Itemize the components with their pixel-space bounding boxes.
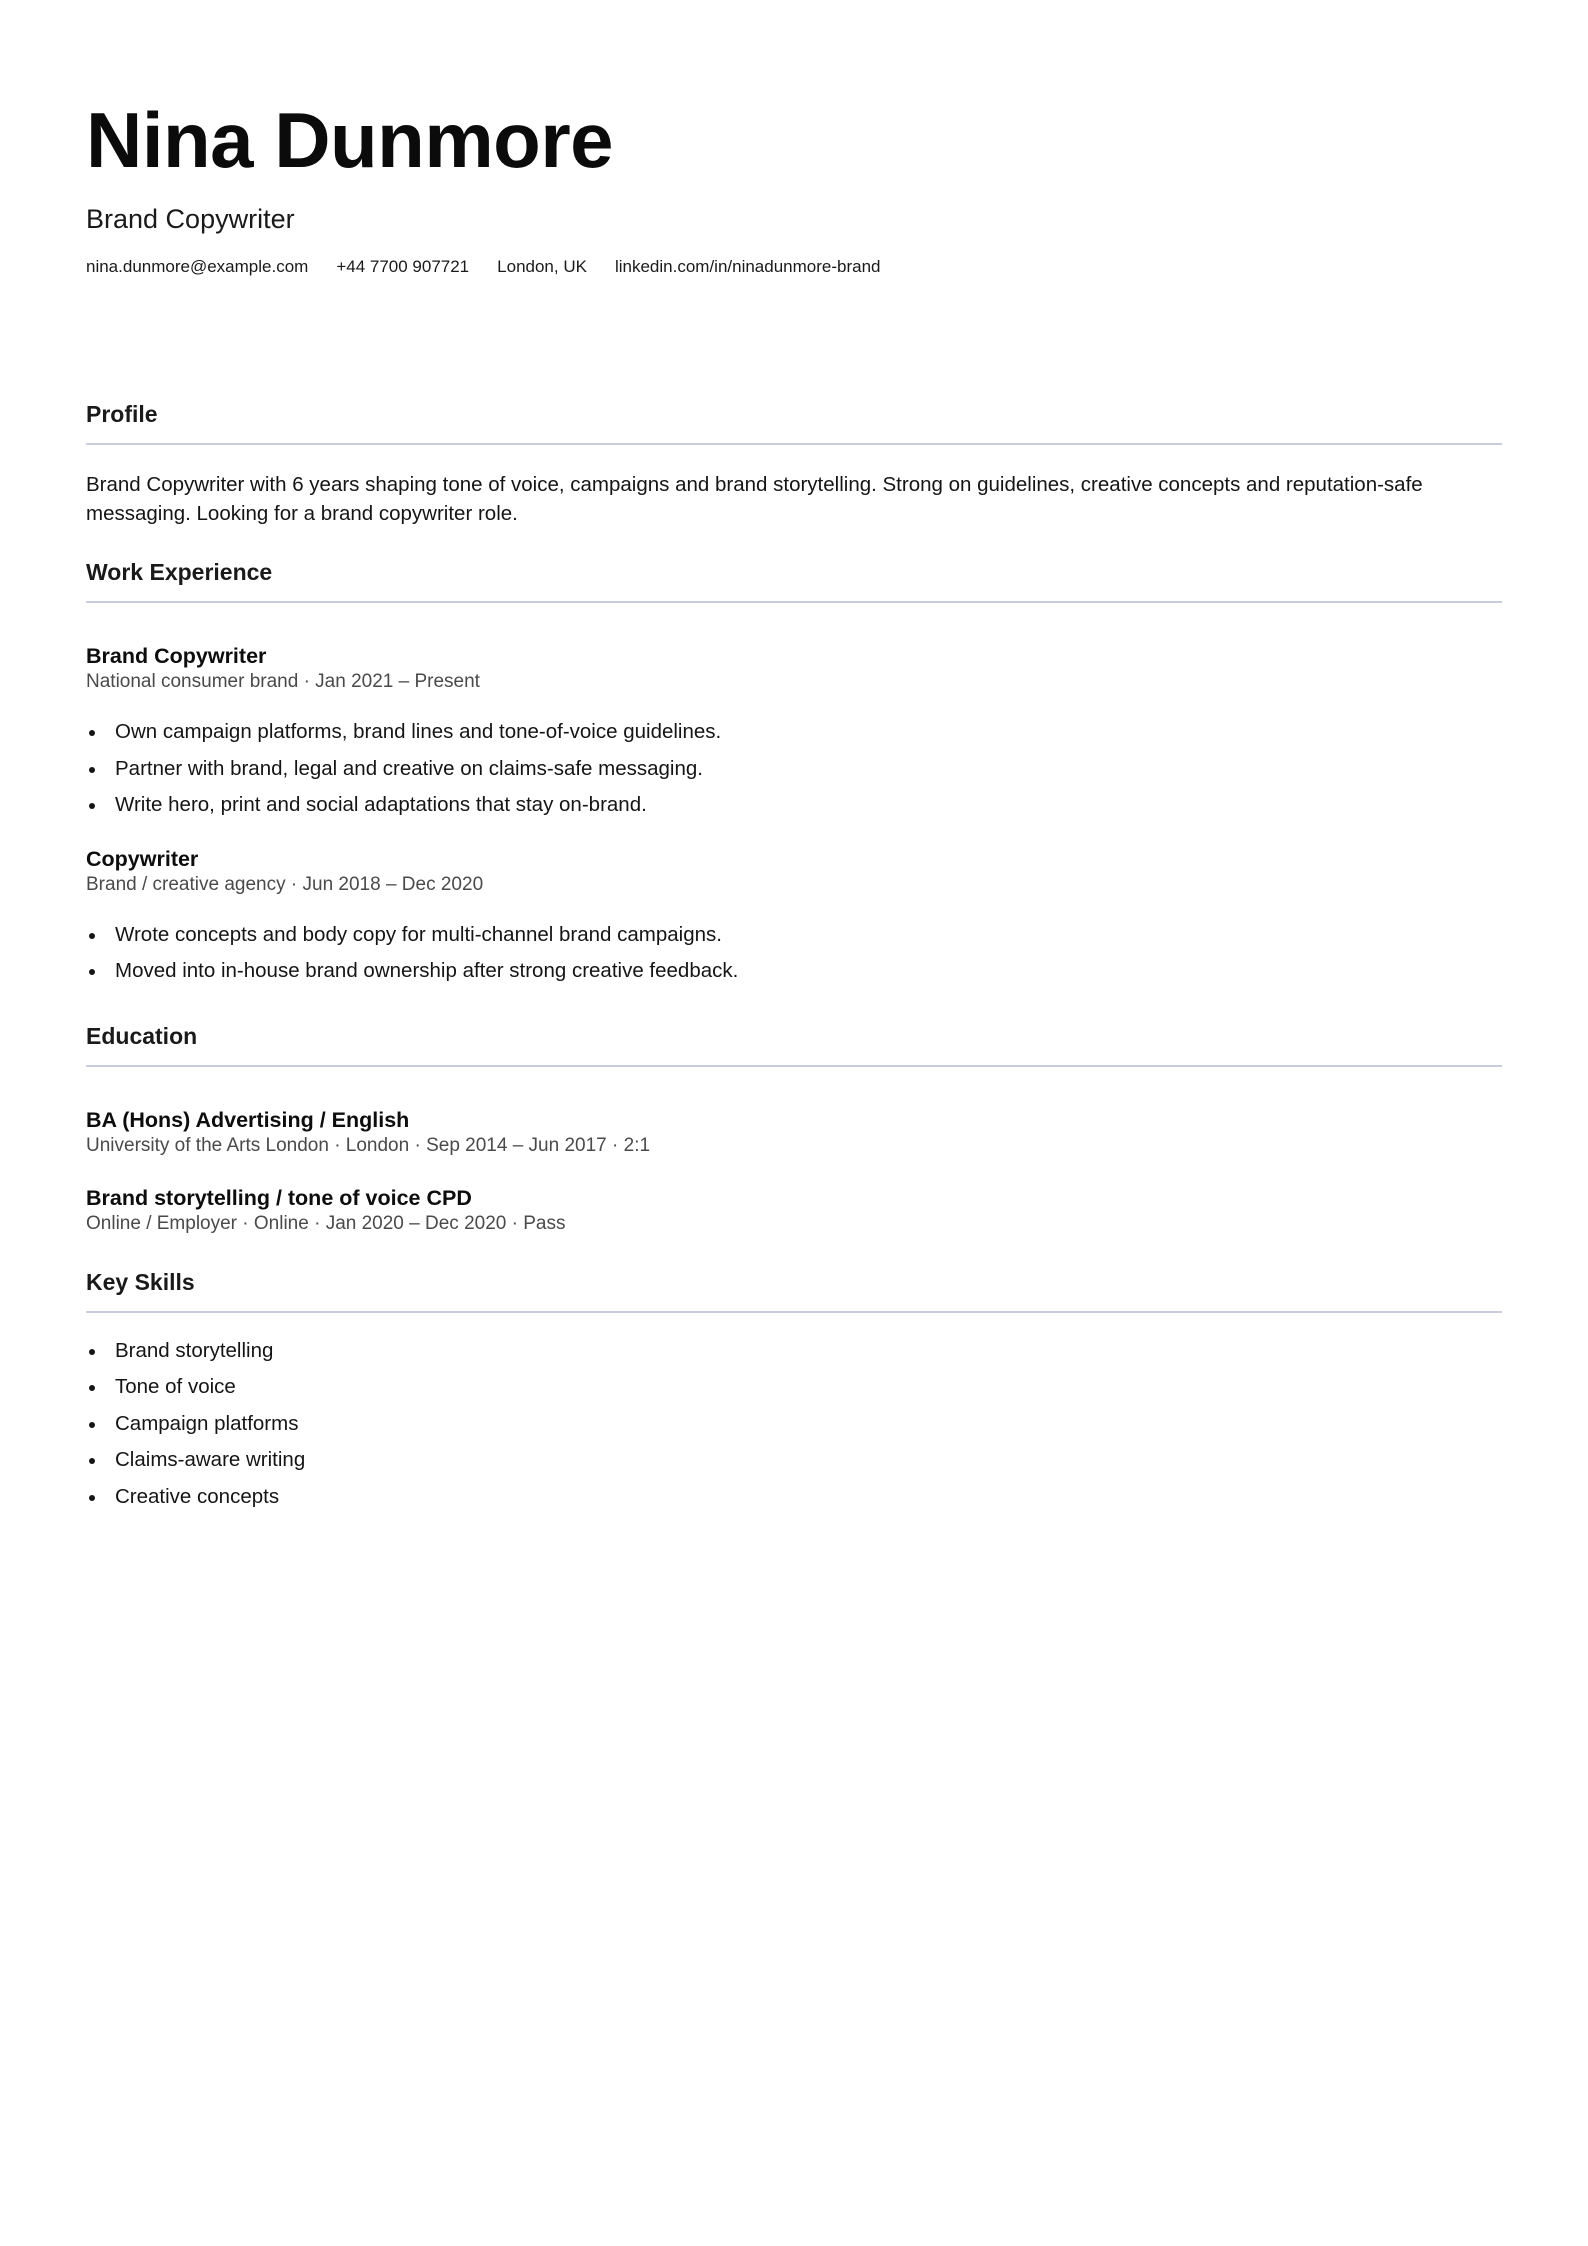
job-bullet: Write hero, print and social adaptations that stay on-brand. [115,787,1502,824]
job-entry [86,643,1502,824]
education-section [86,1022,1502,1236]
candidate-name: Nina Dunmore [86,96,614,184]
contact-location: London, UK [497,257,587,276]
contact-phone: +44 7700 907721 [336,257,470,276]
skill-item: Brand storytelling [115,1333,1502,1370]
education-title: BA (Hons) Advertising / English [86,1107,410,1132]
education-entry [86,1107,1502,1158]
profile-section [86,400,1502,528]
job-meta: National consumer brand · Jan 2021 – Present [86,671,480,692]
work-experience-section [86,558,1502,990]
education-meta: University of the Arts London · London · Sep 2014 – Jun 2017 · 2:1 [86,1134,651,1156]
job-entry [86,846,1502,990]
education-meta: Online / Employer · Online · Jan 2020 – Dec 2020 · Pass [86,1212,566,1234]
contact-email: nina.dunmore@example.com [86,257,309,276]
education-title: Brand storytelling / tone of voice CPD [86,1185,472,1210]
skill-item: Claims-aware writing [115,1442,1502,1479]
job-title: Copywriter [86,846,199,871]
section-heading-education: Education [86,1022,1502,1067]
profile-summary: Brand Copywriter with 6 years shaping tone of voice, campaigns and brand storytelling. Strong on guidelines, creative concepts and reputation-safe messaging. Looking for a brand copywriter role. [86,473,1423,525]
section-heading-work-experience: Work Experience [86,558,1502,603]
skill-item: Creative concepts [115,1479,1502,1516]
job-bullets [86,714,1502,824]
job-bullets [86,917,1502,990]
job-meta: Brand / creative agency · Jun 2018 – Dec 2020 [86,873,484,895]
section-heading-profile: Profile [86,400,1502,445]
resume-header [86,0,1502,278]
skills-list [86,1333,1502,1516]
contact-linkedin: linkedin.com/in/ninadunmore-brand [614,257,881,276]
section-heading-key-skills: Key Skills [86,1268,1502,1313]
job-bullet: Partner with brand, legal and creative on claims-safe messaging. [115,751,1502,788]
candidate-role: Brand Copywriter [86,204,295,234]
skill-item: Tone of voice [115,1369,1502,1406]
skill-item: Campaign platforms [115,1406,1502,1443]
job-bullet: Wrote concepts and body copy for multi-channel brand campaigns. [115,917,1502,954]
job-title: Brand Copywriter [86,644,267,668]
job-bullet: Moved into in-house brand ownership after strong creative feedback. [115,953,1502,990]
contact-line [86,256,1502,278]
key-skills-section [86,1268,1502,1516]
education-entry [86,1185,1502,1236]
job-bullet: Own campaign platforms, brand lines and tone-of-voice guidelines. [115,714,1502,751]
